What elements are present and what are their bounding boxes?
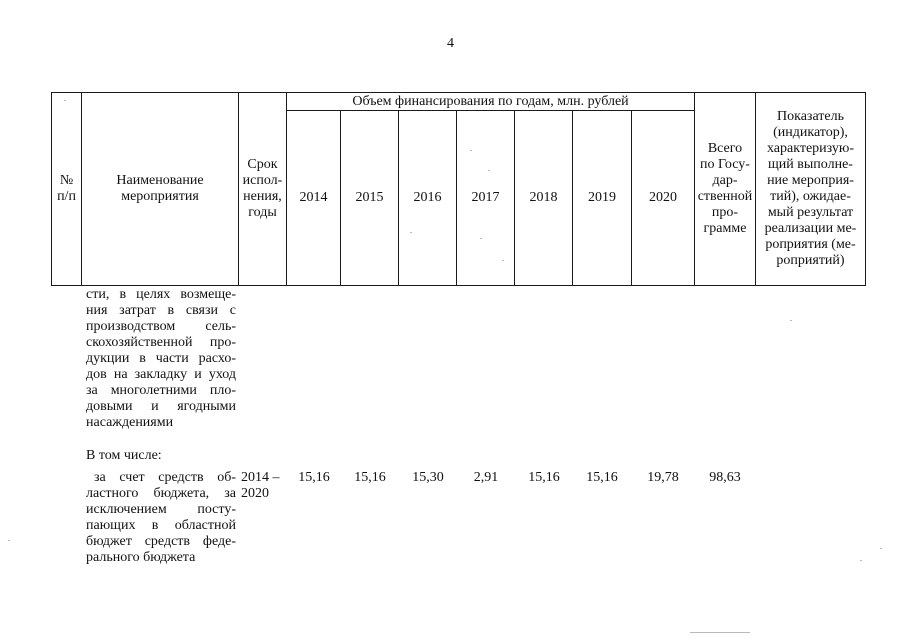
text-line <box>86 399 236 415</box>
value-2016: 15,30 <box>412 470 444 485</box>
word: производством <box>86 319 176 334</box>
word: сель- <box>205 319 236 334</box>
header-year-2015: 2015 <box>355 190 384 205</box>
word: про- <box>209 335 236 350</box>
text-line <box>86 351 236 367</box>
word: посту- <box>197 502 236 517</box>
header-indicator-line: роприятий) <box>776 253 845 268</box>
word: в <box>139 351 146 366</box>
word: исключением <box>86 502 167 517</box>
word: за <box>94 470 106 485</box>
word: в <box>151 518 159 533</box>
word: многолетними <box>110 383 197 398</box>
header-year-2016: 2016 <box>413 190 442 205</box>
word: на <box>113 367 128 382</box>
word: и <box>151 399 159 414</box>
word: затрат <box>119 303 156 318</box>
word: пло- <box>209 383 236 398</box>
text-line <box>86 303 236 319</box>
word: скохозяйственной <box>86 335 193 350</box>
sub-item-term <box>241 470 280 502</box>
word: в <box>119 287 127 302</box>
value-2018: 15,16 <box>528 470 560 485</box>
header-indicator-line: (индикатор), <box>773 125 848 140</box>
text-line <box>86 534 236 550</box>
word: пающих <box>86 518 136 533</box>
word: и <box>194 367 202 382</box>
text-line: рального бюджета <box>86 550 196 565</box>
header-indicator-line: тий), ожидае- <box>770 189 851 204</box>
header-term <box>239 93 286 285</box>
page-number: 4 <box>447 36 454 51</box>
word: счет <box>119 470 145 485</box>
header-indicator <box>756 93 865 285</box>
term-line: 2014 – <box>241 470 280 485</box>
word: ния <box>86 303 108 318</box>
text-line <box>86 319 236 335</box>
value-2019: 15,16 <box>586 470 618 485</box>
word: феде- <box>202 534 236 549</box>
text-line <box>86 470 236 486</box>
header-total-line: дар- <box>712 173 738 188</box>
header-indicator-line: ние мероприя- <box>767 173 854 188</box>
header-indicator-line: Показатель <box>777 109 844 124</box>
word: возмеще- <box>180 287 236 302</box>
text-line <box>86 367 236 383</box>
term-line: 2020 <box>241 486 269 501</box>
header-indicator-line: щий выполне- <box>768 157 853 172</box>
header-num-line: № <box>59 173 74 188</box>
word: с <box>229 303 236 318</box>
header-year-2019: 2019 <box>588 190 616 205</box>
header-term-line: нения, <box>243 189 282 204</box>
text-line <box>86 486 236 502</box>
header-term-line: Срок <box>247 157 278 172</box>
value-2014: 15,16 <box>298 470 330 485</box>
value-total: 98,63 <box>709 470 741 485</box>
header-term-line: годы <box>248 205 277 220</box>
word: дов <box>86 367 107 382</box>
word: в <box>167 303 175 318</box>
header-num <box>52 93 81 285</box>
header-indicator-line: роприятия (ме- <box>765 237 856 252</box>
word: ластного <box>86 486 139 501</box>
word: связи <box>185 303 219 318</box>
header-total-line: грамме <box>703 221 747 236</box>
word: сти, <box>86 287 110 302</box>
word: уход <box>208 367 236 382</box>
header-name-line: мероприятия <box>121 189 199 204</box>
header-year-2017: 2017 <box>471 190 500 205</box>
header-year-2018: 2018 <box>529 190 558 205</box>
word: ягодными <box>177 399 236 414</box>
header-total-line: Всего <box>707 141 743 156</box>
word: бюджета, <box>153 486 210 501</box>
text-line <box>86 518 236 534</box>
header-total-line: ственной <box>697 189 753 204</box>
word: дукции <box>86 351 130 366</box>
word: закладку <box>134 367 188 382</box>
word: об- <box>217 470 236 485</box>
word: части <box>155 351 189 366</box>
header-total <box>695 93 755 285</box>
word: за <box>86 383 98 398</box>
header-year-2014: 2014 <box>299 190 328 205</box>
text-line <box>86 287 236 303</box>
word: за <box>224 486 236 501</box>
word: довыми <box>86 399 133 414</box>
header-name-line: Наименование <box>116 173 204 188</box>
header-total-line: по Госу- <box>700 157 750 172</box>
financing-title: Объем финансирования по годам, млн. рублей <box>352 93 629 109</box>
header-year-2020: 2020 <box>649 190 677 205</box>
measure-continuation <box>86 287 236 431</box>
value-2017: 2,91 <box>473 470 499 485</box>
header-indicator-line: характеризую- <box>766 141 855 156</box>
word: средств <box>158 470 204 485</box>
including-label: В том числе: <box>86 448 162 463</box>
value-2020: 19,78 <box>647 470 679 485</box>
header-financing-title <box>287 93 694 110</box>
text-line <box>86 335 236 351</box>
text-line <box>86 383 236 399</box>
word: средств <box>144 534 191 549</box>
text-line: насаждениями <box>86 415 174 430</box>
word: расхо- <box>198 351 236 366</box>
word: бюджет <box>86 534 132 549</box>
header-indicator-line: мый результат <box>767 205 854 220</box>
header-num-line: п/п <box>57 189 76 204</box>
header-name <box>82 93 238 285</box>
word: целях <box>136 287 171 302</box>
text-line <box>86 502 236 518</box>
header-total-line: про- <box>711 205 739 220</box>
word: областной <box>174 518 236 533</box>
value-2015: 15,16 <box>354 470 386 485</box>
header-indicator-line: реализации ме- <box>764 221 857 236</box>
header-term-line: испол- <box>242 173 283 188</box>
sub-item-name <box>86 470 236 566</box>
